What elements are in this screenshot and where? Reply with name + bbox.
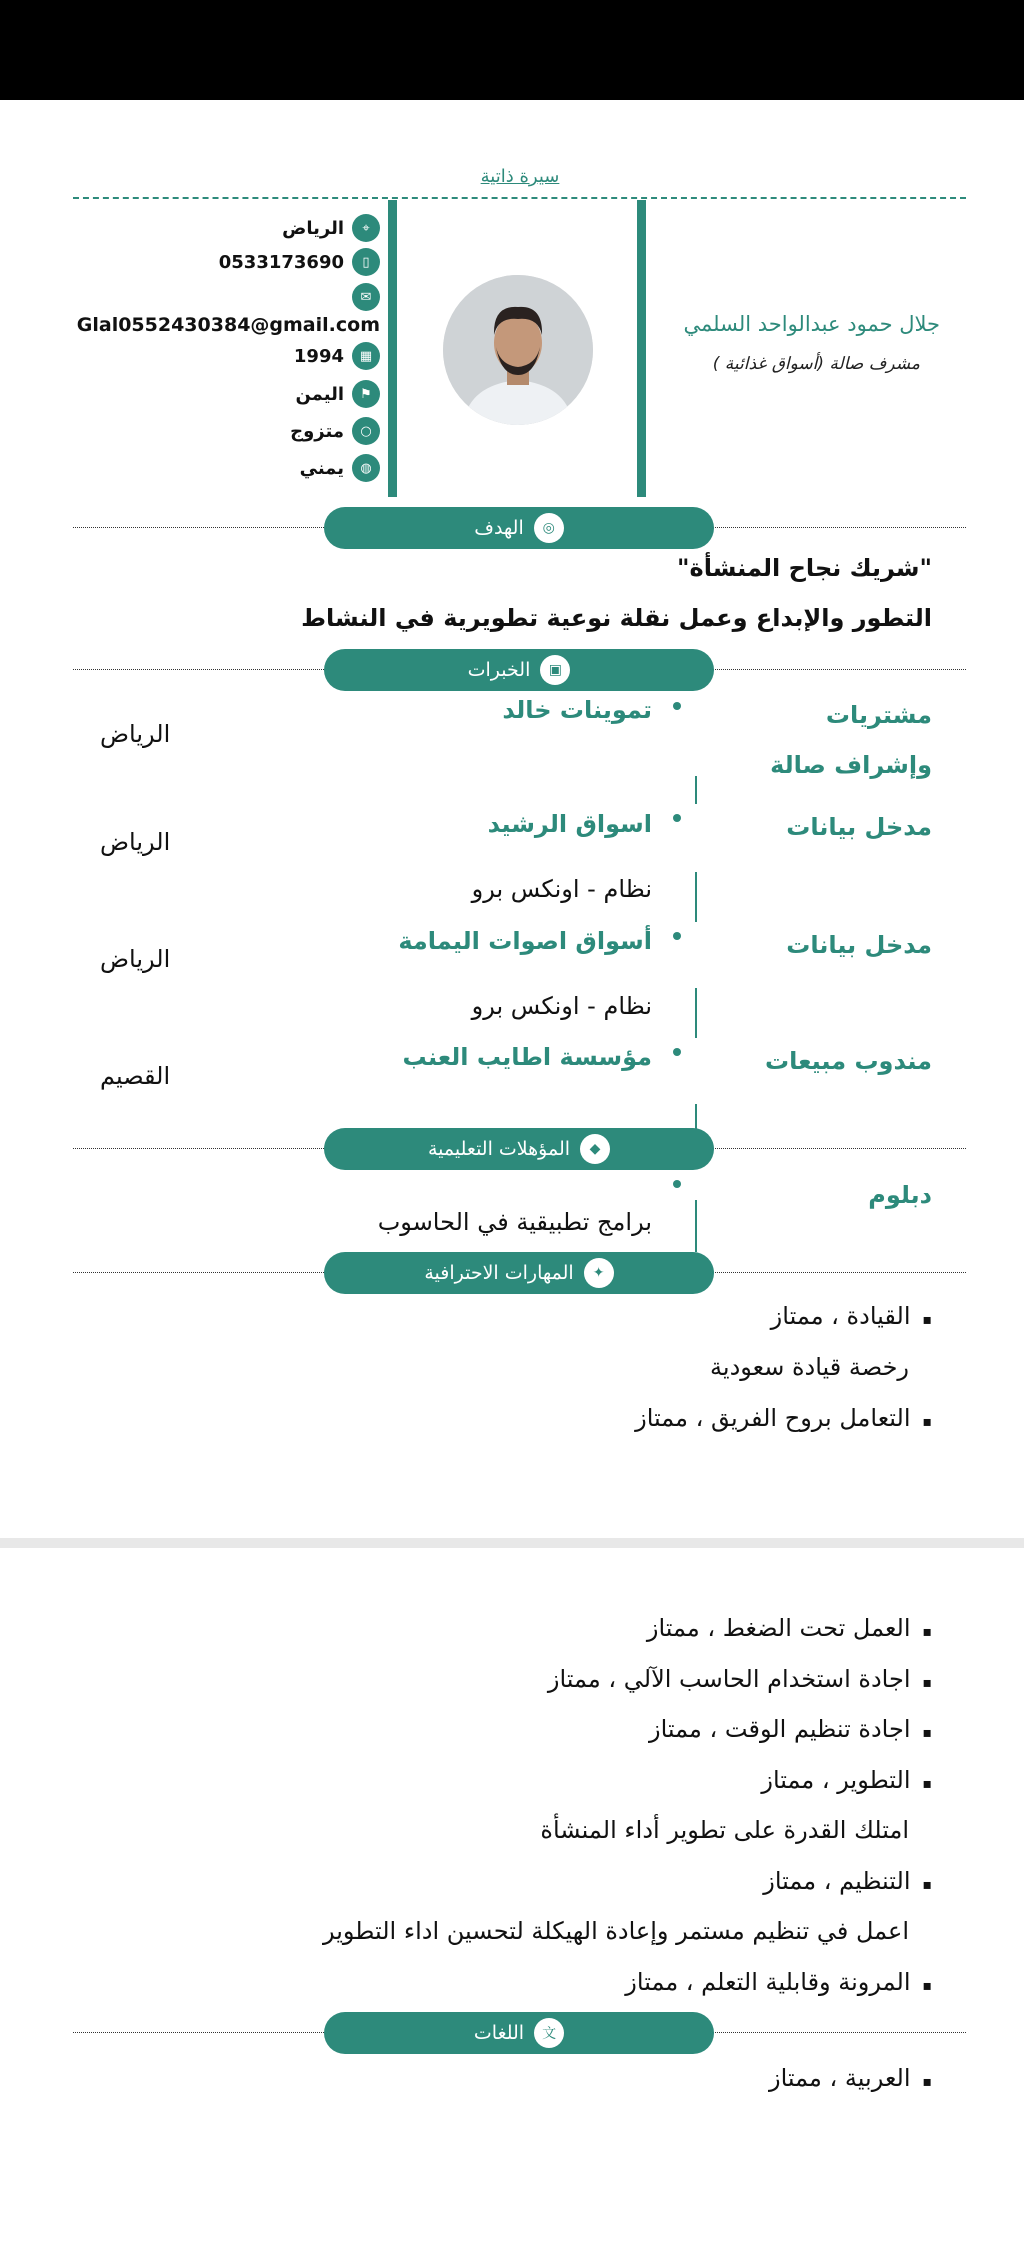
experience-location: القصيم	[100, 1062, 171, 1090]
objective-line-2: التطور والإبداع وعمل نقلة نوعية تطويرية في النشاط	[301, 604, 932, 632]
experience-company: اسواق الرشيد	[487, 810, 652, 838]
experience-title: مدخل بيانات	[786, 931, 932, 959]
section-header-education: ◆ المؤهلات التعليمية	[324, 1128, 714, 1170]
experience-company: مؤسسة اطايب العنب	[402, 1043, 652, 1071]
resume-title[interactable]: سيرة ذاتية	[480, 166, 560, 187]
phone-icon: ▯	[352, 248, 380, 276]
contact-city: ⌖ الرياض	[282, 212, 380, 244]
section-header-objective: ◎ الهدف	[324, 507, 714, 549]
title-divider	[73, 197, 966, 199]
skill-item: ▪ التعامل بروح الفريق ، ممتاز	[635, 1404, 932, 1432]
skill-item: ▪ العمل تحت الضغط ، ممتاز	[647, 1614, 932, 1642]
person-role: مشرف صالة (أسواق غذائية )	[712, 354, 920, 374]
experience-company: أسواق اصوات اليمامة	[398, 927, 652, 955]
experience-detail: نظام - اونكس برو	[471, 992, 652, 1020]
skill-item: ▪ التطوير ، ممتاز	[761, 1766, 932, 1794]
timeline-dot	[673, 1048, 681, 1056]
briefcase-icon: ▣	[540, 655, 570, 685]
experience-location: الرياض	[100, 828, 171, 856]
section-header-experience: ▣ الخبرات	[324, 649, 714, 691]
language-icon: 文	[534, 2018, 564, 2048]
objective-line-1: "شريك نجاح المنشأة"	[677, 554, 932, 582]
experience-location: الرياض	[100, 720, 171, 748]
experience-detail: نظام - اونكس برو	[471, 875, 652, 903]
person-name: جلال حمود عبدالواحد السلمي	[683, 312, 940, 336]
experience-company: تموينات خالد	[502, 696, 652, 724]
experience-title: مشتريات وإشراف صالة	[770, 701, 932, 779]
target-icon: ◎	[534, 513, 564, 543]
skill-item: ▪ التنظيم ، ممتاز	[763, 1867, 932, 1895]
timeline-dot	[673, 814, 681, 822]
skill-item: ▪ اجادة استخدام الحاسب الآلي ، ممتاز	[548, 1665, 932, 1693]
skill-item: ▪ القيادة ، ممتاز	[771, 1302, 932, 1330]
experience-title: مندوب مبيعات	[764, 1047, 932, 1075]
contact-email-icon-row	[352, 281, 380, 313]
skill-item: ▪ المرونة وقابلية التعلم ، ممتاز	[625, 1968, 932, 1996]
flag-icon: ⚑	[352, 380, 380, 408]
contact-phone: ▯ 0533173690	[219, 246, 380, 278]
section-header-languages: 文 اللغات	[324, 2012, 714, 2054]
profile-photo	[443, 275, 593, 425]
location-icon: ⌖	[352, 214, 380, 242]
contact-birth-year: ▦ 1994	[294, 340, 380, 372]
experience-location: الرياض	[100, 945, 171, 973]
skill-note: رخصة قيادة سعودية	[710, 1353, 909, 1381]
globe-icon: ◍	[352, 454, 380, 482]
timeline-dot	[673, 1180, 681, 1188]
experience-title: مدخل بيانات	[786, 813, 932, 841]
calendar-icon: ▦	[352, 342, 380, 370]
contact-nationality: ◍ يمني	[300, 452, 380, 484]
education-degree: دبلوم	[868, 1181, 932, 1209]
timeline-dot	[673, 702, 681, 710]
header-bar-right	[637, 200, 646, 497]
skills-icon: ✦	[584, 1258, 614, 1288]
skill-item: ▪ اجادة تنظيم الوقت ، ممتاز	[649, 1715, 932, 1743]
graduation-cap-icon: ◆	[580, 1134, 610, 1164]
page-separator	[0, 1538, 1024, 1548]
email-icon: ✉	[352, 283, 380, 311]
skill-note: اعمل في تنظيم مستمر وإعادة الهيكلة لتحسين اداء التطوير	[322, 1917, 909, 1945]
skill-note: امتلك القدرة على تطوير أداء المنشأة	[540, 1816, 909, 1844]
timeline-line	[695, 872, 697, 922]
section-header-skills: ✦ المهارات الاحترافية	[324, 1252, 714, 1294]
ring-icon: ○	[352, 417, 380, 445]
contact-country: ⚑ اليمن	[295, 378, 380, 410]
education-field: برامج تطبيقية في الحاسوب	[377, 1208, 652, 1236]
contact-email[interactable]: Glal0552430384@gmail.com	[76, 314, 380, 336]
contact-marital: ○ متزوج	[290, 415, 380, 447]
header-bar-left	[388, 200, 397, 497]
language-item: ▪ العربية ، ممتاز	[769, 2064, 932, 2092]
timeline-line	[695, 1200, 697, 1252]
timeline-dot	[673, 932, 681, 940]
top-black-bar	[0, 0, 1024, 100]
timeline-line	[695, 776, 697, 804]
timeline-line	[695, 988, 697, 1038]
